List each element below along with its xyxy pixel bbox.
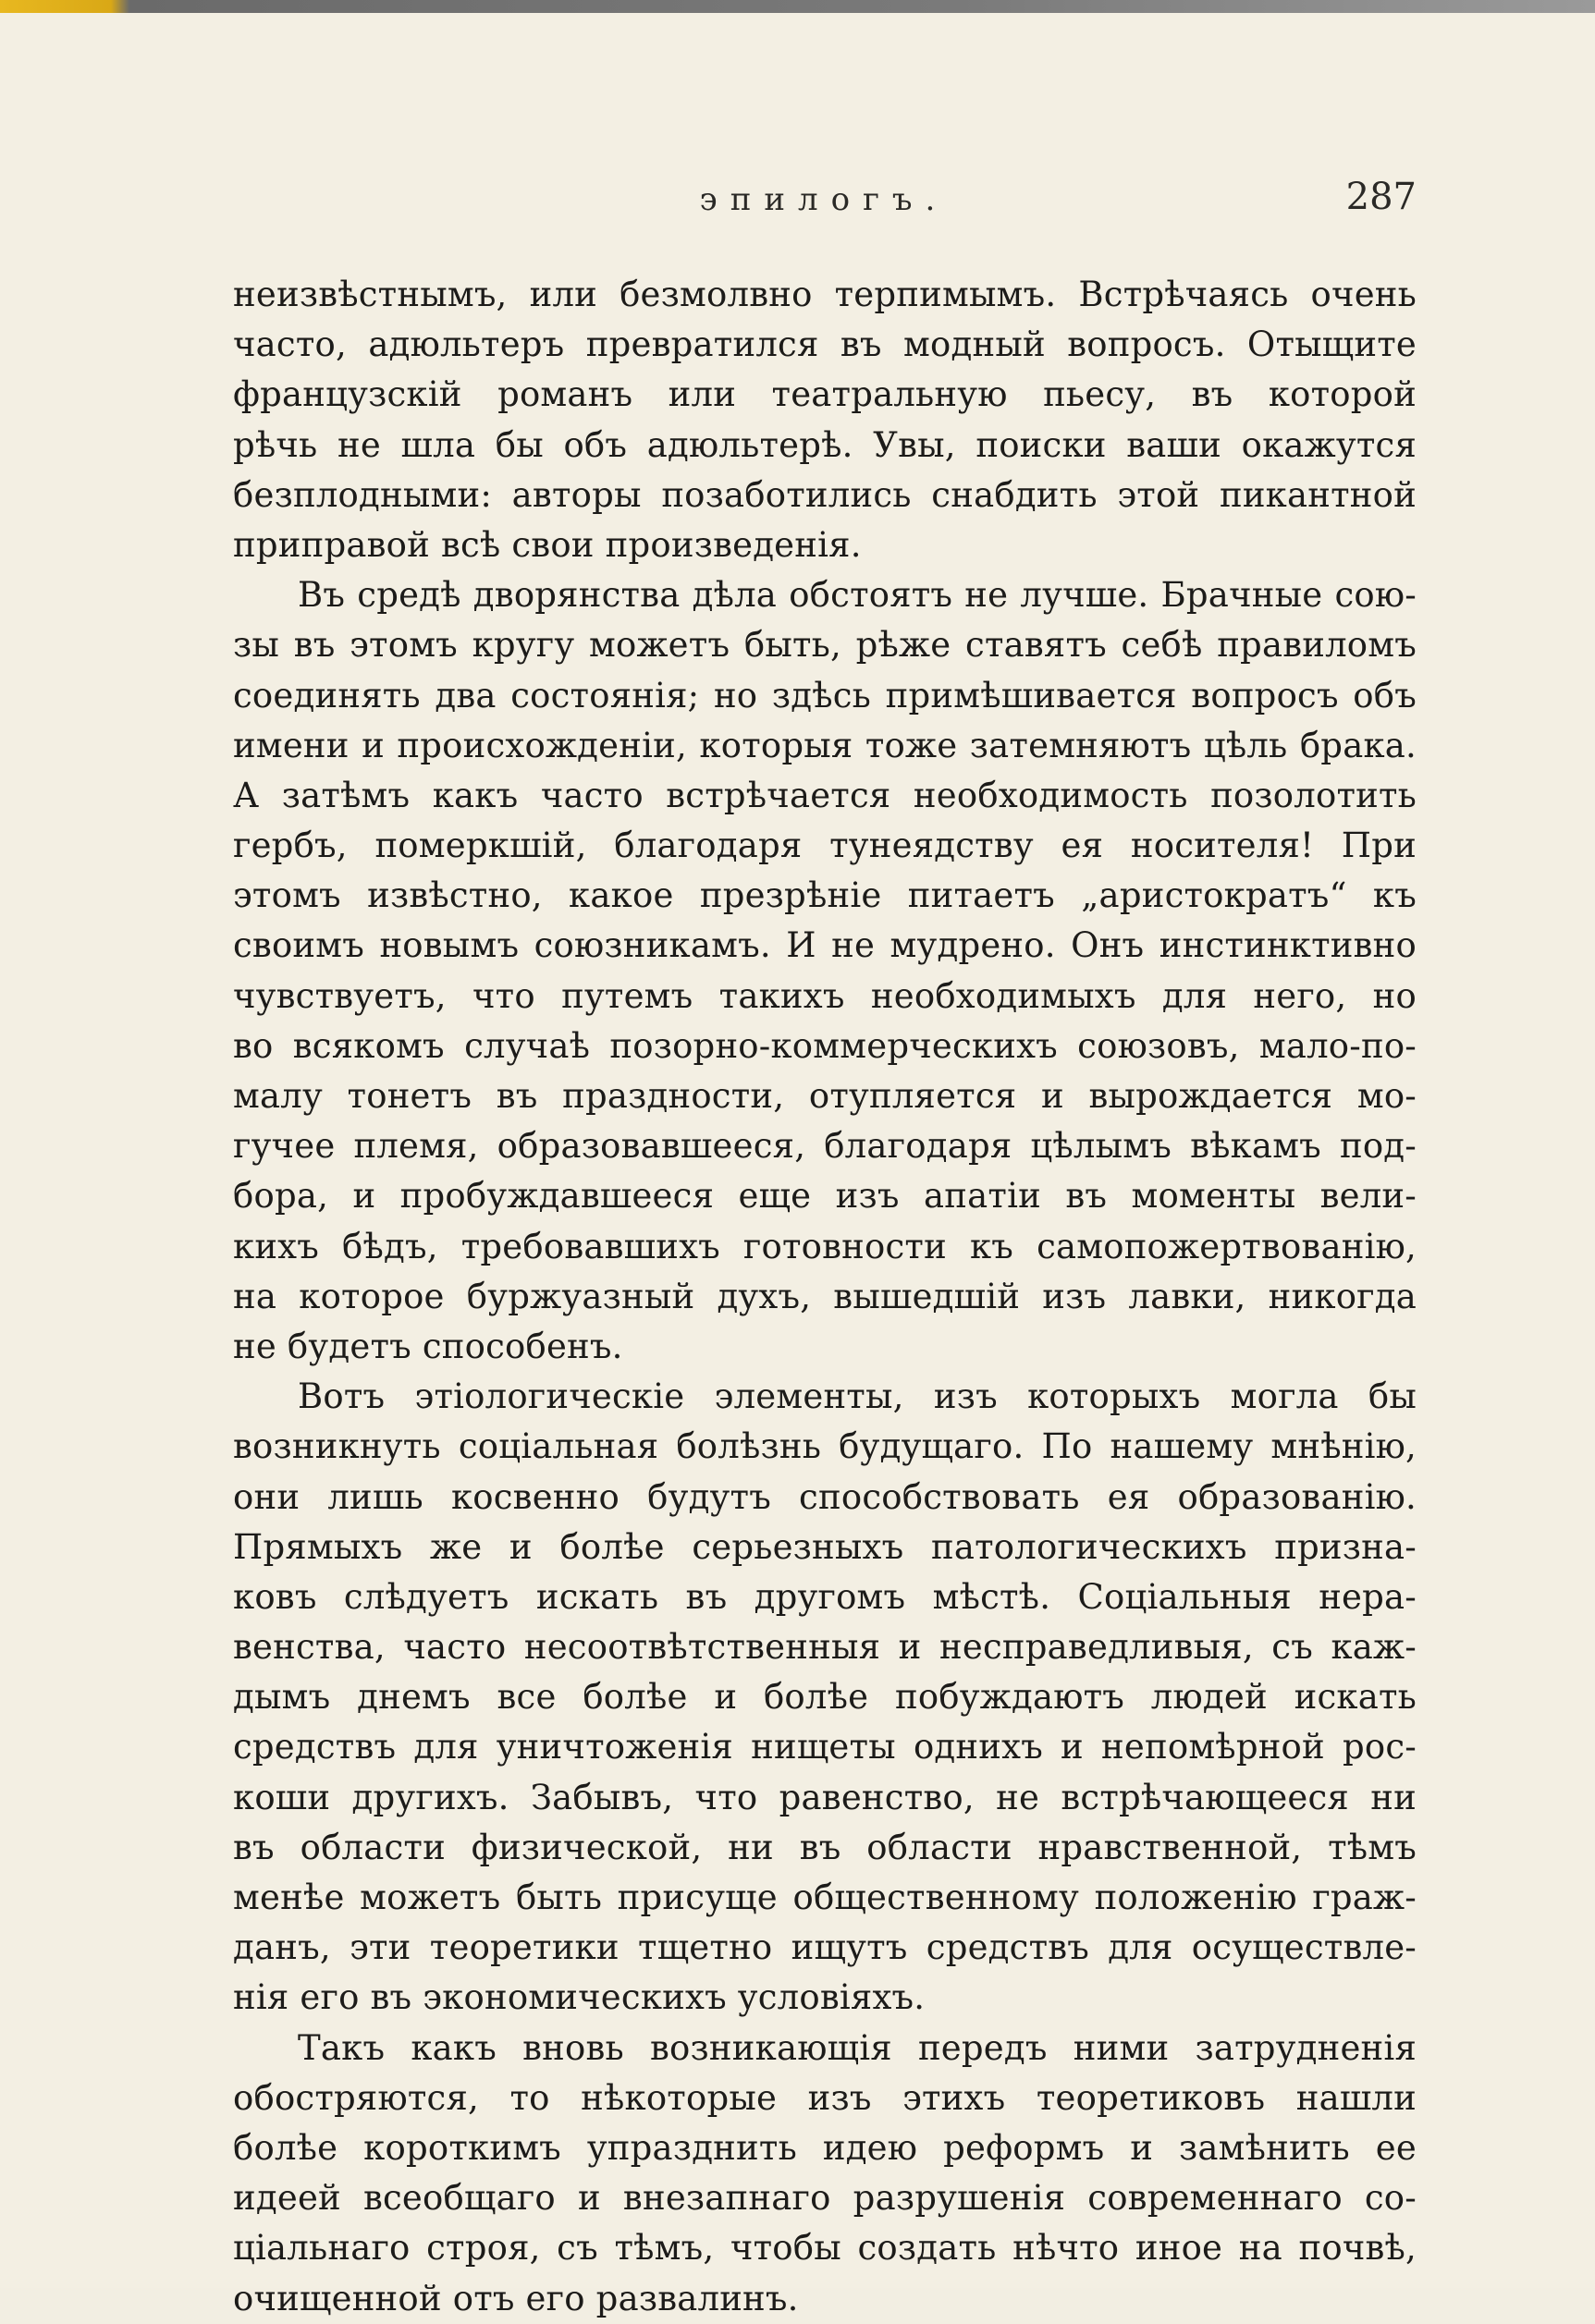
text-line: гучее племя, образовавшееся, благодаря цѣлымъ вѣкамъ под- xyxy=(233,1126,1417,1167)
text-line: неизвѣстнымъ, или безмолвно терпимымъ. Встрѣчаясь очень xyxy=(233,275,1417,314)
text-line: во всякомъ случаѣ позорно-коммерческихъ союзовъ, мало-по- xyxy=(233,1025,1417,1066)
text-line: данъ, эти теоретики тщетно ищутъ средствъ для осуществле- xyxy=(233,1927,1417,1968)
paragraph xyxy=(233,2024,1417,2324)
text-line: этомъ извѣстно, какое презрѣніе питаетъ „аристократъ“ къ xyxy=(233,875,1417,916)
text-line: часто, адюльтеръ превратился въ модный вопросъ. Отыщите xyxy=(233,324,1417,365)
text-line: имени и происхожденіи, которыя тоже затемняютъ цѣль брака. xyxy=(233,725,1417,765)
page-number: 287 xyxy=(1345,176,1417,218)
paragraph xyxy=(233,570,1417,1372)
text-line: очищенной отъ его развалинъ. xyxy=(233,2278,799,2318)
text-line: своимъ новымъ союзникамъ. И не мудрено. Онъ инстинктивно xyxy=(233,925,1417,966)
text-line: Вотъ этіологическіе элементы, изъ которыхъ могла бы xyxy=(298,1376,1417,1417)
text-line: ковъ слѣдуетъ искать въ другомъ мѣстѣ. Соціальныя нера- xyxy=(233,1576,1417,1617)
text-line: не будетъ способенъ. xyxy=(233,1326,623,1366)
text-line: нія его въ экономическихъ условіяхъ. xyxy=(233,1977,926,2018)
paragraph xyxy=(233,1372,1417,2023)
text-line: А затѣмъ какъ часто встрѣчается необходимость позолотить xyxy=(233,775,1417,815)
text-line: французскій романъ или театральную пьесу, въ которой xyxy=(233,374,1417,415)
text-line: Прямыхъ же и болѣе серьезныхъ патологическихъ призна- xyxy=(233,1526,1417,1567)
text-line: ціальнаго строя, съ тѣмъ, чтобы создать нѣчто иное на почвѣ, xyxy=(233,2228,1417,2269)
text-line: средствъ для уничтоженія нищеты однихъ и непомѣрной рос- xyxy=(233,1727,1417,1767)
text-line: малу тонетъ въ праздности, отупляется и вырождается мо- xyxy=(233,1076,1417,1116)
text-line: на которое буржуазный духъ, вышедшій изъ лавки, никогда xyxy=(233,1276,1417,1316)
running-title: эпилогъ. xyxy=(699,181,949,218)
text-line: менѣе можетъ быть присуще общественному положенію граж- xyxy=(233,1878,1417,1917)
text-line: обостряются, то нѣкоторые изъ этихъ теоретиковъ нашли xyxy=(233,2077,1417,2118)
text-line: соединять два состоянія; но здѣсь примѣшивается вопросъ объ xyxy=(233,675,1417,716)
body-text xyxy=(233,270,1417,2324)
text-line: возникнуть соціальная болѣзнь будущаго. По нашему мнѣнію, xyxy=(233,1426,1417,1467)
text-line: рѣчь не шла бы объ адюльтерѣ. Увы, поиски ваши окажутся xyxy=(233,424,1417,465)
text-line: зы въ этомъ кругу можетъ быть, рѣже ставятъ себѣ правиломъ xyxy=(233,625,1417,666)
text-line: въ области физической, ни въ области нравственной, тѣмъ xyxy=(233,1827,1417,1867)
text-line: бора, и пробуждавшееся еще изъ апатіи въ моменты вели- xyxy=(233,1176,1417,1217)
text-line: чувствуетъ, что путемъ такихъ необходимыхъ для него, но xyxy=(233,975,1417,1016)
text-line: коши другихъ. Забывъ, что равенство, не встрѣчающееся ни xyxy=(233,1777,1417,1817)
text-line: дымъ днемъ все болѣе и болѣе побуждаютъ людей искать xyxy=(233,1677,1417,1718)
text-line: безплодными: авторы позаботились снабдить этой пикантной xyxy=(233,474,1417,515)
text-line: они лишь косвенно будутъ способствовать ея образованію. xyxy=(233,1476,1417,1517)
scan-top-edge xyxy=(0,0,1595,13)
text-line: идеей всеобщаго и внезапнаго разрушенія современнаго со- xyxy=(233,2178,1417,2219)
text-line: гербъ, померкшій, благодаря тунеядству ея носителя! При xyxy=(233,826,1417,866)
page-header xyxy=(231,176,1417,227)
text-line: кихъ бѣдъ, требовавшихъ готовности къ самопожертвованію, xyxy=(233,1226,1417,1266)
text-line: приправой всѣ свои произведенія. xyxy=(233,524,862,565)
text-line: Такъ какъ вновь возникающія передъ ними затрудненія xyxy=(298,2027,1417,2068)
paragraph xyxy=(233,270,1417,570)
text-line: венства, часто несоотвѣтственныя и несправедливыя, съ каж- xyxy=(233,1627,1417,1668)
text-line: болѣе короткимъ упразднить идею реформъ и замѣнить ее xyxy=(233,2127,1417,2168)
text-line: Въ средѣ дворянства дѣла обстоятъ не лучше. Брачные сою- xyxy=(298,575,1417,616)
